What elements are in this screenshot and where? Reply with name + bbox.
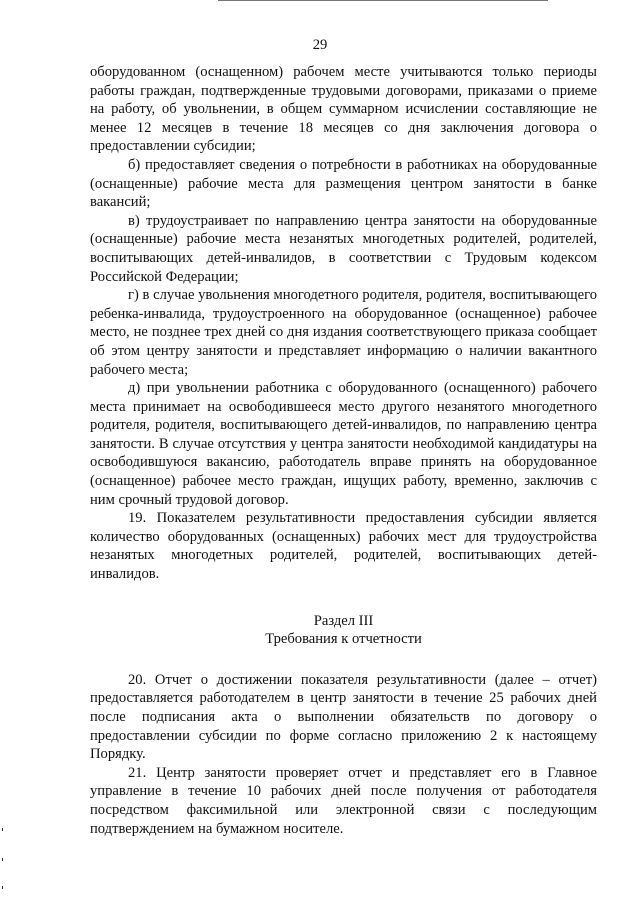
page-number: 29 [312, 37, 328, 53]
paragraph-19: 19. Показателем результативности предоставления субсидии является количество оборудованных (оснащенных) рабочих мест для трудоустройства незанятых многодетных родителей, родителей, воспитывающих детей-инвалидов. [90, 510, 597, 583]
scan-top-edge [218, 0, 548, 1]
paragraph-20: 20. Отчет о достижении показателя результативности (далее – отчет) предоставляется работодателем в центр занятости в течение 25 рабочих дней после подписания акта о выполнении обязательств по договору о предоставлении субсидии по форме согласно приложению 2 к настоящему Порядку. [90, 671, 597, 763]
paragraph-item-d: д) при увольнении работника с оборудованного (оснащенного) рабочего места принимает на освободившееся место другого незанятого многодетного родителя, родителя, воспитывающего детей-инвалидов, по направлению центра занятости. В случае отсутствия у центра занятости необходимой кандидатуры на освободившуюся вакансию, работодатель вправе принять на оборудованное (оснащенное) рабочее место граждан, ищущих работу, временно, заключив с ним срочный трудовой договор. [90, 380, 597, 508]
document-body [90, 63, 597, 838]
paragraph-item-g: г) в случае увольнения многодетного родителя, родителя, воспитывающего ребенка-инвалида, трудоустроенного на оборудованное (оснащенное) рабочее место, не позднее трех дней со дня издания соответствующего приказа сообщает об этом центру занятости и представляет информацию о наличии вакантного рабочего места; [90, 287, 597, 378]
heading-spacer [90, 649, 597, 671]
scan-left-edge-mark [2, 858, 3, 861]
paragraph-21: 21. Центр занятости проверяет отчет и представляет его в Главное управление в течение 10 рабочих дней после получения от работодателя посредством факсимильной или электронной связи с последующим подтверждением на бумажном носителе. [90, 764, 597, 837]
paragraph-item-b: б) предоставляет сведения о потребности в работниках на оборудованные (оснащенные) рабочие места для размещения центром занятости в банке вакансий; [90, 156, 597, 211]
section-number: Раздел III [313, 612, 374, 629]
section-title: Требования к отчетности [265, 631, 422, 648]
scan-left-edge-mark [2, 886, 3, 889]
paragraph-item-v: в) трудоустраивает по направлению центра занятости на оборудованные (оснащенные) рабочие места незанятых многодетных родителей, родителей, воспитывающих детей-инвалидов, в соответствии с Трудовым кодексом Российской Федерации; [90, 212, 597, 285]
scan-left-edge-mark [2, 828, 3, 831]
paragraph-continuation: оборудованном (оснащенном) рабочем месте учитываются только периоды работы граждан, подтвержденные трудовыми договорами, приказами о приеме на работу, об увольнении, в общем суммарном исчислении составляющие не менее 12 месяцев в течение 18 месяцев со дня заключения договора о предоставлении субсидии; [90, 64, 597, 155]
